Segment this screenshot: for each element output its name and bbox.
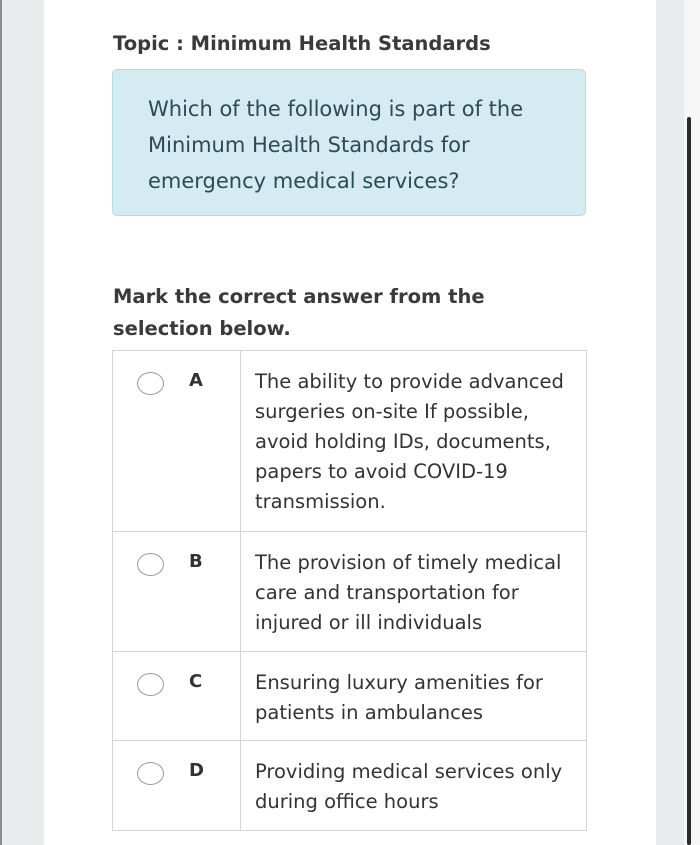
option-row-a[interactable] bbox=[113, 351, 586, 532]
radio-button-c[interactable] bbox=[137, 673, 164, 696]
option-row-c[interactable] bbox=[113, 652, 586, 741]
option-text-b[interactable]: The provision of timely medical care and transportation for injured or ill individuals bbox=[255, 551, 562, 634]
question-box bbox=[112, 69, 586, 216]
instruction-text: Mark the correct answer from the selection below. bbox=[113, 285, 485, 340]
option-row-d[interactable] bbox=[113, 741, 586, 830]
radio-button-d[interactable] bbox=[137, 762, 164, 785]
scrollbar-thumb[interactable] bbox=[687, 117, 691, 845]
option-text-d[interactable]: Providing medical services only during office hours bbox=[255, 760, 563, 813]
topic-heading: Topic : Minimum Health Standards bbox=[113, 32, 491, 55]
page-edge bbox=[0, 0, 2, 845]
option-selector-d[interactable] bbox=[113, 741, 241, 830]
radio-button-b[interactable] bbox=[137, 553, 164, 576]
answer-options-table bbox=[112, 350, 587, 831]
option-letter-c: C bbox=[189, 671, 203, 692]
option-selector-b[interactable] bbox=[113, 532, 241, 651]
option-selector-c[interactable] bbox=[113, 652, 241, 740]
option-selector-a[interactable] bbox=[113, 351, 241, 531]
option-letter-b: B bbox=[189, 551, 203, 572]
option-text-c[interactable]: Ensuring luxury amenities for patients in ambulances bbox=[255, 671, 543, 724]
radio-button-a[interactable] bbox=[137, 372, 164, 395]
option-text-a[interactable]: The ability to provide advanced surgeries on-site If possible, avoid holding IDs, documents, papers to avoid COVID-19 transmission. bbox=[255, 370, 564, 513]
option-letter-d: D bbox=[189, 760, 204, 781]
option-letter-a: A bbox=[189, 370, 203, 391]
question-text: Which of the following is part of the Minimum Health Standards for emergency medical services? bbox=[148, 97, 524, 193]
option-row-b[interactable] bbox=[113, 532, 586, 652]
